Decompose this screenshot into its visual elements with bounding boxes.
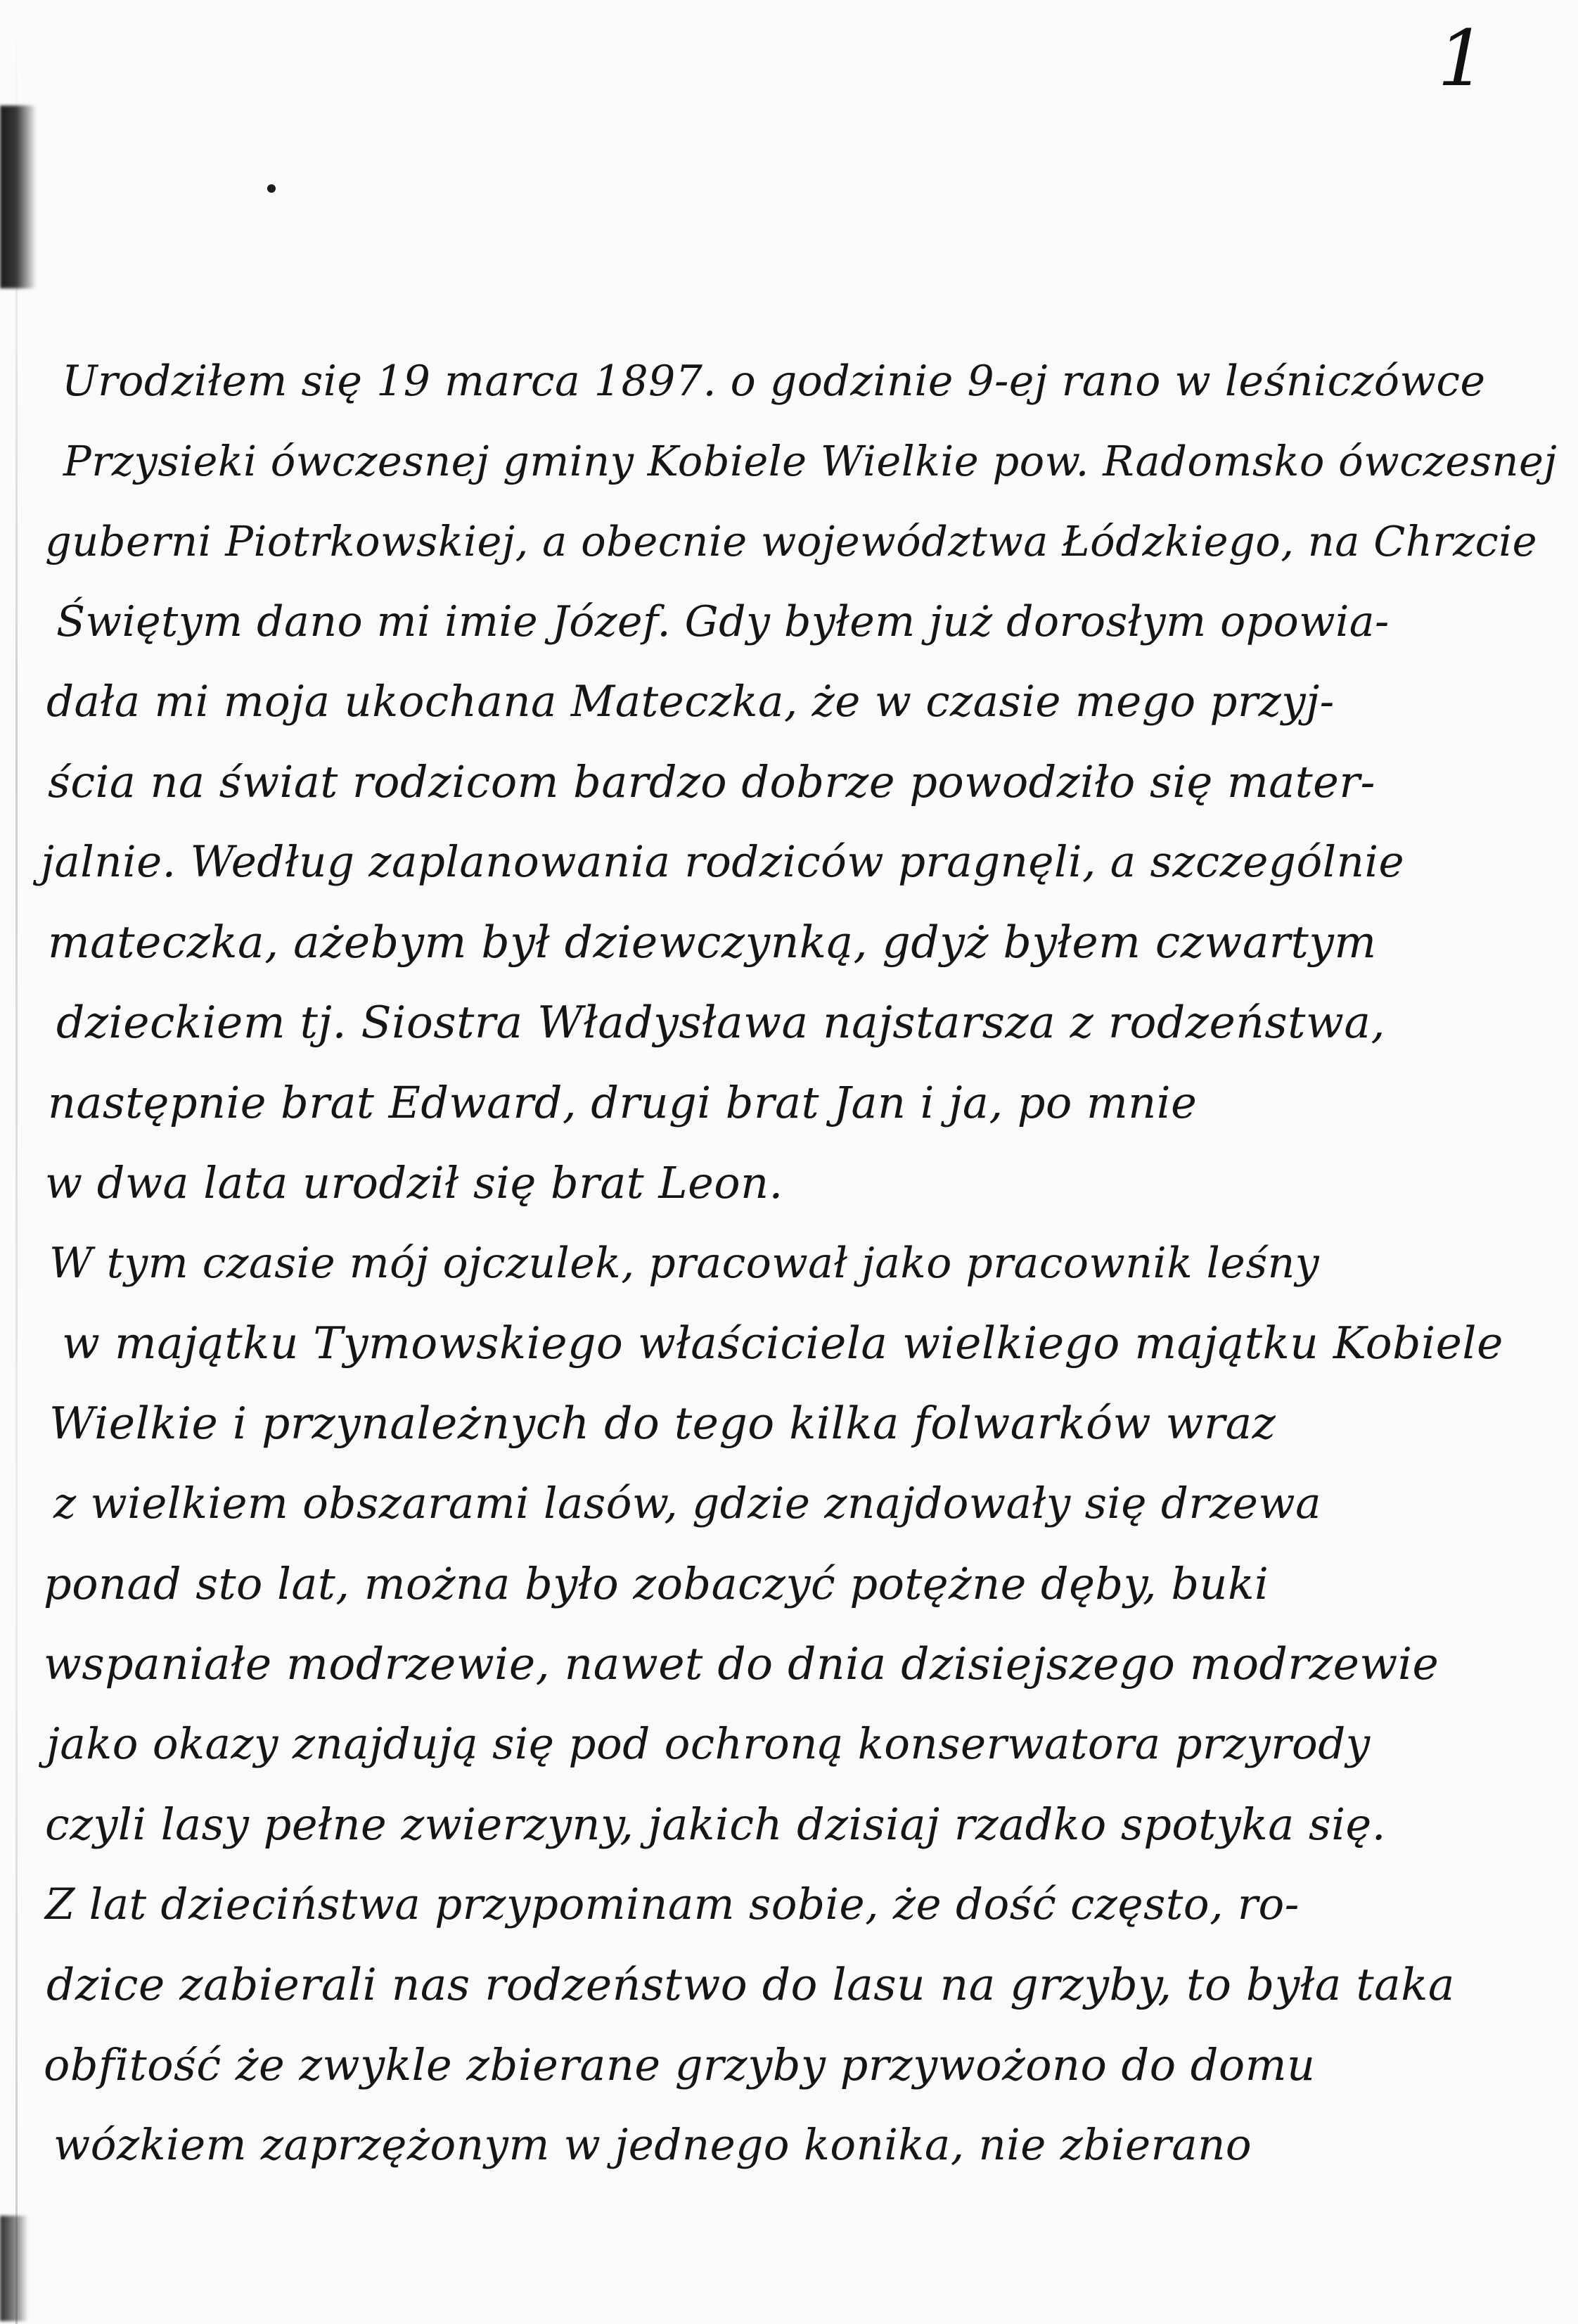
text-line: Z lat dzieciństwa przypominam sobie, że dość często, ro- <box>45 1879 1300 1929</box>
text-line: w majątku Tymowskiego właściciela wielkiego majątku Kobiele <box>62 1317 1503 1369</box>
scan-edge-dark-top <box>0 106 37 288</box>
page-number: 1 <box>1437 13 1487 103</box>
scan-edge-shadow <box>15 0 18 2324</box>
text-line: Wielkie i przynależnych do tego kilka folwarków wraz <box>49 1398 1276 1449</box>
text-line: wózkiem zaprzężonym w jednego konika, nie zbierano <box>53 2120 1252 2170</box>
text-line: jalnie. Według zaplanowania rodziców pragnęli, a szczególnie <box>41 837 1405 887</box>
text-line: czyli lasy pełne zwierzyny, jakich dzisiaj rzadko spotyka się. <box>45 1799 1386 1850</box>
text-line: dała mi moja ukochana Mateczka, że w czasie mego przyj- <box>46 677 1335 727</box>
text-line: wspaniałe modrzewie, nawet do dnia dzisiejszego modrzewie <box>44 1638 1439 1690</box>
ink-dot <box>267 184 276 193</box>
text-line: ponad sto lat, można było zobaczyć potężne dęby, buki <box>44 1558 1269 1609</box>
scan-edge-dark-bottom <box>0 2216 28 2321</box>
text-line: dzieckiem tj. Siostra Władysława najstarsza z rodzeństwa, <box>56 997 1385 1048</box>
handwritten-text-block <box>28 341 1568 2185</box>
text-line: w dwa lata urodził się brat Leon. <box>45 1157 783 1208</box>
text-line: W tym czasie mój ojczulek, pracował jako pracownik leśny <box>49 1239 1320 1288</box>
text-line: obfitość że zwykle zbierane grzyby przywożono do domu <box>44 2039 1316 2090</box>
text-line: Przysieki ówczesnej gminy Kobiele Wielkie pow. Radomsko ówczesnej <box>63 437 1558 485</box>
text-line: guberni Piotrkowskiej, a obecnie województwa Łódzkiego, na Chrzcie <box>45 517 1537 566</box>
text-line: mateczka, ażebym był dziewczynką, gdyż byłem czwartym <box>48 917 1377 968</box>
text-line: z wielkiem obszarami lasów, gdzie znajdowały się drzewa <box>53 1479 1321 1528</box>
text-line: ścia na świat rodzicom bardzo dobrze powodziło się mater- <box>48 756 1375 807</box>
text-line: Świętym dano mi imie Józef. Gdy byłem już dorosłym opowia- <box>56 597 1390 646</box>
text-line: dzice zabierali nas rodzeństwo do lasu na grzyby, to była taka <box>46 1959 1455 2010</box>
text-line: Urodziłem się 19 marca 1897. o godzinie 9-ej rano w leśniczówce <box>62 357 1486 406</box>
text-line: jako okazy znajdują się pod ochroną konserwatora przyrody <box>46 1719 1371 1769</box>
text-line: następnie brat Edward, drugi brat Jan i ja, po mnie <box>48 1077 1198 1128</box>
